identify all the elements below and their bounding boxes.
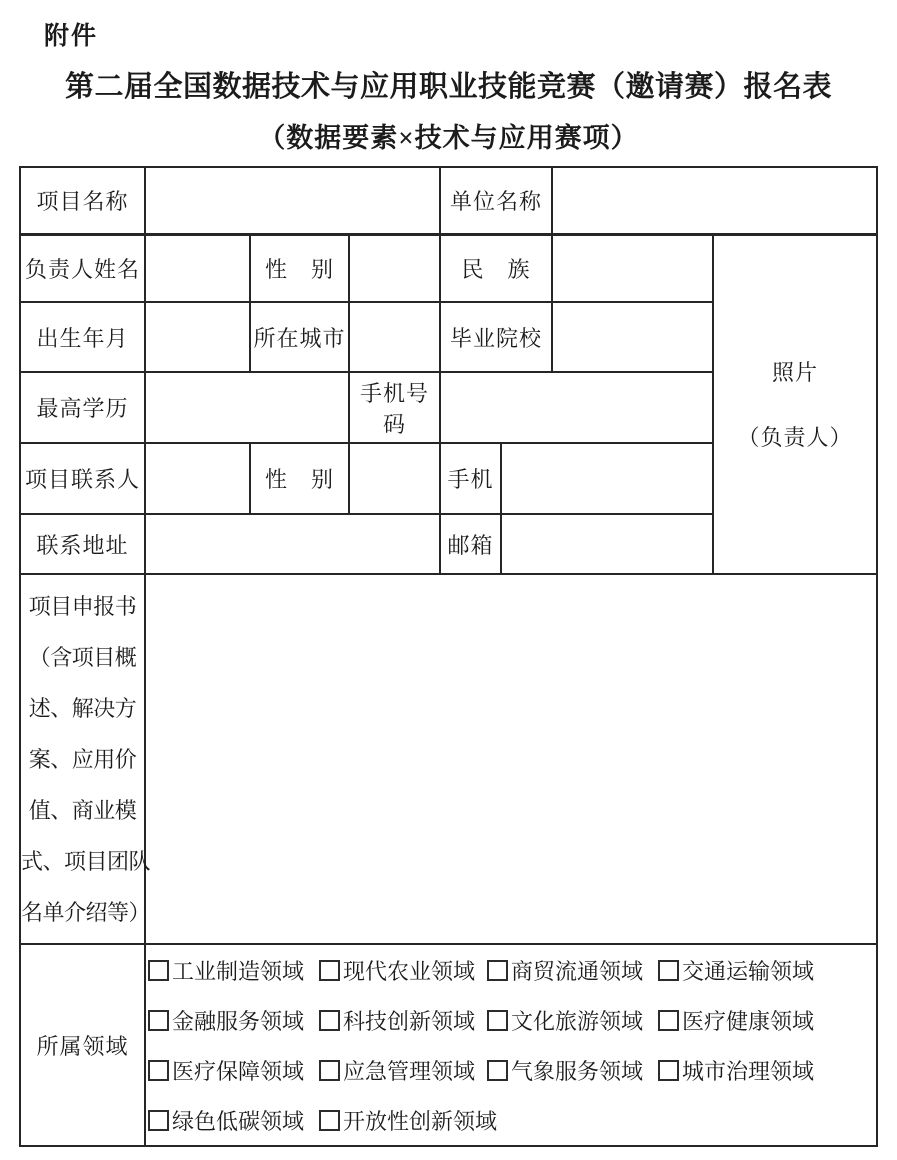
domain-option-finance[interactable] xyxy=(148,1005,319,1036)
checkbox-icon[interactable] xyxy=(658,1010,679,1031)
domain-option-label: 绿色低碳领域 xyxy=(172,1108,305,1134)
email-input-cell[interactable] xyxy=(501,514,713,574)
proposal-label-line: 值、商业模 xyxy=(28,797,137,823)
proposal-label-line: 案、应用价 xyxy=(28,746,137,772)
domain-option-commerce[interactable] xyxy=(487,955,658,986)
unit-name-input-cell[interactable] xyxy=(552,167,877,234)
domain-option-label: 气象服务领域 xyxy=(511,1058,644,1084)
registration-form-table xyxy=(19,166,878,1147)
checkbox-icon[interactable] xyxy=(148,1010,169,1031)
school-input-cell[interactable] xyxy=(552,302,713,372)
checkbox-icon[interactable] xyxy=(658,1060,679,1081)
photo-sublabel: （负责人） xyxy=(737,425,853,451)
unit-name-label: 单位名称 xyxy=(440,167,552,234)
mobile-input-cell[interactable] xyxy=(501,443,713,514)
birth-date-label: 出生年月 xyxy=(20,302,145,372)
email-label: 邮箱 xyxy=(440,514,501,574)
domain-option-label: 医疗保障领域 xyxy=(172,1058,305,1084)
domain-option-agriculture[interactable] xyxy=(319,955,487,986)
domain-option-culture-tourism[interactable] xyxy=(487,1005,658,1036)
checkbox-icon[interactable] xyxy=(487,1060,508,1081)
school-label: 毕业院校 xyxy=(440,302,552,372)
checkbox-icon[interactable] xyxy=(319,1010,340,1031)
domain-option-label: 医疗健康领域 xyxy=(682,1008,815,1034)
proposal-label xyxy=(20,574,151,944)
project-name-label: 项目名称 xyxy=(20,167,145,234)
proposal-label-line: 述、解决方 xyxy=(28,695,137,721)
domain-option-medical-health[interactable] xyxy=(658,1005,876,1036)
checkbox-icon[interactable] xyxy=(319,960,340,981)
city-label: 所在城市 xyxy=(250,302,349,372)
domain-options-grid xyxy=(146,945,876,1145)
city-input-cell[interactable] xyxy=(349,302,440,372)
phone-number-label: 手机号码 xyxy=(349,372,440,443)
form-title: 第二届全国数据技术与应用职业技能竞赛（邀请赛）报名表 xyxy=(64,71,832,103)
education-input-cell[interactable] xyxy=(145,372,349,443)
domain-option-meteorology[interactable] xyxy=(487,1055,658,1086)
checkbox-icon[interactable] xyxy=(658,960,679,981)
address-input-cell[interactable] xyxy=(145,514,440,574)
domain-option-label: 交通运输领域 xyxy=(682,958,815,984)
leader-gender-label: 性 别 xyxy=(250,234,349,302)
attachment-label: 附件 xyxy=(44,22,99,50)
domain-option-label: 科技创新领域 xyxy=(343,1008,476,1034)
domain-option-label: 工业制造领域 xyxy=(172,958,305,984)
checkbox-icon[interactable] xyxy=(148,1110,169,1131)
phone-number-input-cell[interactable] xyxy=(440,372,713,443)
ethnicity-input-cell[interactable] xyxy=(552,234,713,302)
domain-option-label: 应急管理领域 xyxy=(343,1058,476,1084)
domain-option-medical-security[interactable] xyxy=(148,1055,319,1086)
checkbox-icon[interactable] xyxy=(148,960,169,981)
leader-gender-input-cell[interactable] xyxy=(349,234,440,302)
domain-option-green-lowcarbon[interactable] xyxy=(148,1105,319,1136)
domains-label: 所属领域 xyxy=(20,944,145,1146)
checkbox-icon[interactable] xyxy=(319,1110,340,1131)
project-name-input-cell[interactable] xyxy=(145,167,440,234)
domain-option-label: 文化旅游领域 xyxy=(511,1008,644,1034)
contact-name-label: 项目联系人 xyxy=(20,443,145,514)
domain-option-label: 金融服务领域 xyxy=(172,1008,305,1034)
mobile-label: 手机 xyxy=(440,443,501,514)
photo-upload-cell[interactable] xyxy=(713,234,877,574)
checkbox-icon[interactable] xyxy=(487,1010,508,1031)
domain-option-label: 现代农业领域 xyxy=(343,958,476,984)
domain-option-open-innovation[interactable] xyxy=(319,1105,498,1136)
contact-gender-input-cell[interactable] xyxy=(349,443,440,514)
leader-name-input-cell[interactable] xyxy=(145,234,250,302)
domain-option-transport[interactable] xyxy=(658,955,876,986)
checkbox-icon[interactable] xyxy=(148,1060,169,1081)
domain-option-industrial[interactable] xyxy=(148,955,319,986)
proposal-label-line: 式、项目团队 xyxy=(21,848,151,874)
proposal-label-line: 名单介绍等） xyxy=(21,899,151,925)
domain-option-urban-governance[interactable] xyxy=(658,1055,876,1086)
contact-name-input-cell[interactable] xyxy=(145,443,250,514)
domain-option-emergency[interactable] xyxy=(319,1055,487,1086)
domain-option-label: 开放性创新领域 xyxy=(343,1108,498,1134)
form-subtitle: （数据要素×技术与应用赛项） xyxy=(258,123,639,153)
domain-option-label: 商贸流通领域 xyxy=(511,958,644,984)
checkbox-icon[interactable] xyxy=(487,960,508,981)
domain-option-label: 城市治理领域 xyxy=(682,1058,815,1084)
domains-options-cell xyxy=(145,944,877,1146)
leader-name-label: 负责人姓名 xyxy=(20,234,145,302)
address-label: 联系地址 xyxy=(20,514,145,574)
domain-option-tech-innovation[interactable] xyxy=(319,1005,487,1036)
ethnicity-label: 民 族 xyxy=(440,234,552,302)
proposal-label-line: （含项目概 xyxy=(28,644,137,670)
birth-date-input-cell[interactable] xyxy=(145,302,250,372)
education-label: 最高学历 xyxy=(20,372,145,443)
proposal-input-cell[interactable] xyxy=(145,574,877,944)
proposal-label-line: 项目申报书 xyxy=(28,593,137,619)
contact-gender-label: 性 别 xyxy=(250,443,349,514)
checkbox-icon[interactable] xyxy=(319,1060,340,1081)
photo-label: 照片 xyxy=(772,360,819,386)
